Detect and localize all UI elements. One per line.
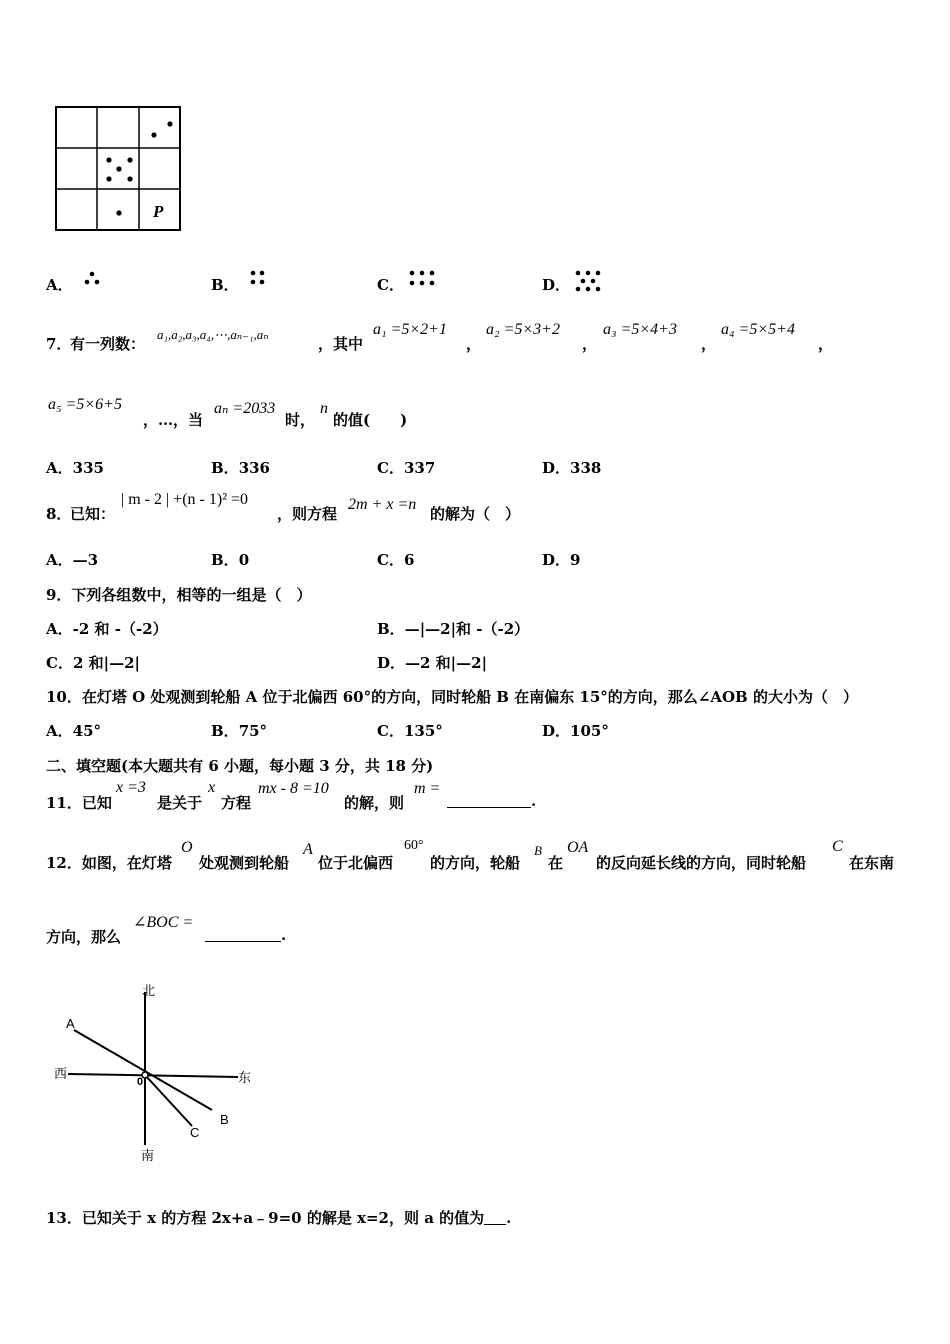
option-text: 75° — [238, 722, 268, 740]
grid-dot — [127, 176, 132, 181]
q12-answer-blank[interactable] — [205, 927, 281, 942]
q8-intro: 已知： — [70, 505, 116, 523]
q12-o: O — [181, 839, 193, 856]
q8-equation: 2m + x =n — [348, 496, 417, 513]
option-label: C． — [377, 276, 404, 294]
option-text: 0 — [238, 551, 250, 569]
q6-option-b[interactable] — [211, 274, 239, 295]
q11-number: 11．已知 — [46, 794, 112, 812]
q7-number: 7． — [46, 335, 72, 353]
grid-dot — [151, 132, 156, 137]
q8-option-b[interactable] — [211, 549, 249, 570]
option-label: C． — [377, 722, 404, 740]
option-text: 135° — [403, 722, 443, 740]
q11-m: m = — [414, 780, 441, 797]
q13-answer-blank[interactable] — [484, 1210, 506, 1225]
option-dot — [596, 287, 601, 292]
section-title: 二、填空题(本大题共有 6 小题，每小题 3 分，共 18 分) — [46, 757, 434, 775]
q11-equation: mx - 8 =10 — [258, 780, 329, 797]
option-label: D． — [542, 459, 571, 477]
q12-p3: 位于北偏西 — [318, 854, 394, 872]
q11-x3: x =3 — [116, 779, 146, 796]
compass-diagram — [50, 980, 260, 1165]
q8-tail: 的解为（ ） — [430, 505, 521, 523]
q6-option-a[interactable] — [46, 274, 73, 295]
q12-p6: 的反向延长线的方向，同时轮船 — [596, 854, 807, 872]
q11-eq-word: 方程 — [221, 794, 252, 812]
option-label: A． — [46, 620, 73, 638]
point-b-label: B — [220, 1112, 229, 1127]
option-label: A． — [46, 276, 73, 294]
option-text: 9 — [570, 551, 581, 569]
option-label: C． — [377, 459, 404, 477]
q12-end: . — [281, 926, 287, 944]
q10-option-a[interactable] — [46, 720, 101, 741]
option-label: B． — [211, 459, 239, 477]
option-dot — [251, 271, 256, 276]
option-dot — [85, 280, 90, 285]
q7-intro: 有一列数： — [70, 335, 146, 353]
option-text: -2 和 -（-2） — [72, 620, 168, 638]
option-text: 335 — [72, 459, 104, 477]
q8-mid: ，则方程 — [277, 505, 338, 523]
q6-option-d-dots — [573, 268, 605, 296]
option-dot — [581, 279, 586, 284]
q10-option-c[interactable] — [377, 720, 443, 741]
south-label: 南 — [141, 1149, 155, 1164]
q11-sol: 的解，则 — [344, 794, 405, 812]
option-dot — [90, 272, 95, 277]
q7-option-b[interactable] — [211, 457, 270, 478]
q7-ellipsis: ，…，当 — [143, 411, 204, 429]
option-label: B． — [377, 620, 405, 638]
point-a-label: A — [66, 1016, 75, 1031]
q7-a4: a₄ =5×5+4 — [721, 321, 795, 338]
q7-sep: ， — [818, 335, 834, 353]
option-label: A． — [46, 722, 73, 740]
option-dot — [576, 287, 581, 292]
q10-option-d[interactable] — [542, 720, 609, 741]
grid-dot — [116, 166, 121, 171]
q12-p5: 在 — [548, 854, 564, 872]
q7-an: aₙ =2033 — [214, 400, 276, 417]
q9-option-c[interactable] — [46, 652, 140, 673]
q7-option-d[interactable] — [542, 457, 601, 478]
q10-stem: 10．在灯塔 O 处观测到轮船 A 位于北偏西 60°的方向，同时轮船 B 在南偏东 15°的方向，那么∠AOB 的大小为（ ） — [46, 688, 858, 706]
q12-a: A — [303, 841, 313, 858]
q8-option-a[interactable] — [46, 549, 98, 570]
q8-condition: | m - 2 | +(n - 1)² =0 — [121, 491, 249, 508]
option-label: D． — [377, 654, 406, 672]
q8-option-d[interactable] — [542, 549, 580, 570]
option-dot — [430, 271, 435, 276]
q11-about: 是关于 — [157, 794, 203, 812]
option-label: B． — [211, 722, 239, 740]
option-text: 338 — [570, 459, 602, 477]
q7-sep: ， — [701, 335, 717, 353]
option-label: A． — [46, 551, 73, 569]
q7-a2: a₂ =5×3+2 — [486, 321, 560, 338]
west-label: 西 — [54, 1067, 68, 1082]
option-dot — [586, 287, 591, 292]
option-text: 336 — [238, 459, 270, 477]
q7-when: 时， — [285, 411, 316, 429]
option-dot — [420, 281, 425, 286]
option-dot — [410, 281, 415, 286]
option-dot — [410, 271, 415, 276]
q7-comma1: ，其中 — [318, 335, 364, 353]
option-label: D． — [542, 722, 571, 740]
option-label: B． — [211, 276, 239, 294]
q10-option-b[interactable] — [211, 720, 267, 741]
option-label: C． — [377, 551, 404, 569]
grid-dot — [106, 176, 111, 181]
option-label: B． — [211, 551, 239, 569]
q12-c: C — [832, 838, 843, 855]
option-label: A． — [46, 459, 73, 477]
q6-option-c[interactable] — [377, 274, 404, 295]
q9-option-d[interactable] — [377, 652, 487, 673]
q9-option-b[interactable] — [377, 618, 529, 639]
q12-p7: 在东南 — [849, 854, 895, 872]
option-text: 6 — [403, 551, 415, 569]
q8-option-c[interactable] — [377, 549, 414, 570]
north-label: 北 — [142, 984, 156, 999]
grid-dot — [106, 157, 111, 162]
q13-end: . — [506, 1209, 512, 1227]
q7-sequence: a₁,a₂,a₃,a₄,⋯,aₙ₋₁,aₙ — [157, 327, 269, 342]
q7-option-a[interactable] — [46, 457, 104, 478]
option-label: C． — [46, 654, 73, 672]
option-dot — [260, 271, 265, 276]
point-o-label: 0 — [137, 1076, 144, 1088]
option-dot — [586, 271, 591, 276]
dot-grid-svg — [55, 106, 181, 231]
grid-dot — [116, 210, 121, 215]
line-oa-ob — [74, 1030, 212, 1110]
q13-stem: 13．已知关于 x 的方程 2x+a﹣9=0 的解是 x=2，则 a 的值为 — [46, 1209, 485, 1227]
q12-angle: ∠BOC = — [133, 914, 194, 931]
option-dot — [430, 281, 435, 286]
option-text: 2 和|—2| — [72, 654, 140, 672]
east-label: 东 — [238, 1071, 252, 1086]
q12-p1: 12．如图，在灯塔 — [46, 854, 172, 872]
option-dot — [260, 280, 265, 285]
grid-dot — [167, 121, 172, 126]
option-label: D． — [542, 276, 571, 294]
option-text: 337 — [403, 459, 436, 477]
option-dot — [591, 279, 596, 284]
option-text: —2 和|—2| — [405, 654, 488, 672]
dot-grid-figure — [55, 106, 181, 231]
option-dot — [420, 271, 425, 276]
q6-option-d[interactable] — [542, 274, 570, 295]
q12-deg: 60° — [404, 838, 424, 853]
q6-option-c-dots — [407, 268, 439, 288]
q13-text — [46, 1207, 511, 1228]
q7-n: n — [320, 400, 328, 417]
q7-a1: a₁ =5×2+1 — [373, 321, 447, 338]
q9-option-a[interactable] — [46, 618, 168, 639]
q11-answer-blank[interactable] — [447, 793, 531, 808]
q7-sep: ， — [582, 335, 598, 353]
q11-x: x — [208, 779, 216, 796]
grid-dot — [127, 157, 132, 162]
q8-number: 8． — [46, 505, 72, 523]
option-label: D． — [542, 551, 571, 569]
grid-p-label: P — [153, 202, 164, 221]
q7-a3: a₃ =5×4+3 — [603, 321, 677, 338]
option-text: —|—2|和 -（-2） — [404, 620, 530, 638]
option-dot — [576, 271, 581, 276]
option-dot — [251, 280, 256, 285]
q7-value: 的值( ) — [333, 411, 408, 429]
option-dot — [95, 280, 100, 285]
q7-a5: a₅ =5×6+5 — [48, 396, 122, 413]
q12-p2: 处观测到轮船 — [199, 854, 290, 872]
option-dot — [596, 271, 601, 276]
q12-b: B — [534, 843, 542, 858]
line-oc — [145, 1075, 192, 1126]
q12-p4: 的方向，轮船 — [430, 854, 521, 872]
q12-line2: 方向，那么 — [46, 928, 122, 946]
option-text: 105° — [570, 722, 609, 740]
q11-end: . — [531, 792, 537, 810]
q7-sep: ， — [466, 335, 482, 353]
q7-option-c[interactable] — [377, 457, 435, 478]
q6-option-a-dots — [82, 270, 104, 288]
option-text: 45° — [72, 722, 102, 740]
q6-option-b-dots — [248, 268, 268, 288]
point-c-label: C — [190, 1125, 200, 1140]
q9-stem: 9．下列各组数中，相等的一组是（ ） — [46, 586, 312, 604]
q12-oa: OA — [567, 839, 589, 856]
option-text: —3 — [72, 551, 99, 569]
